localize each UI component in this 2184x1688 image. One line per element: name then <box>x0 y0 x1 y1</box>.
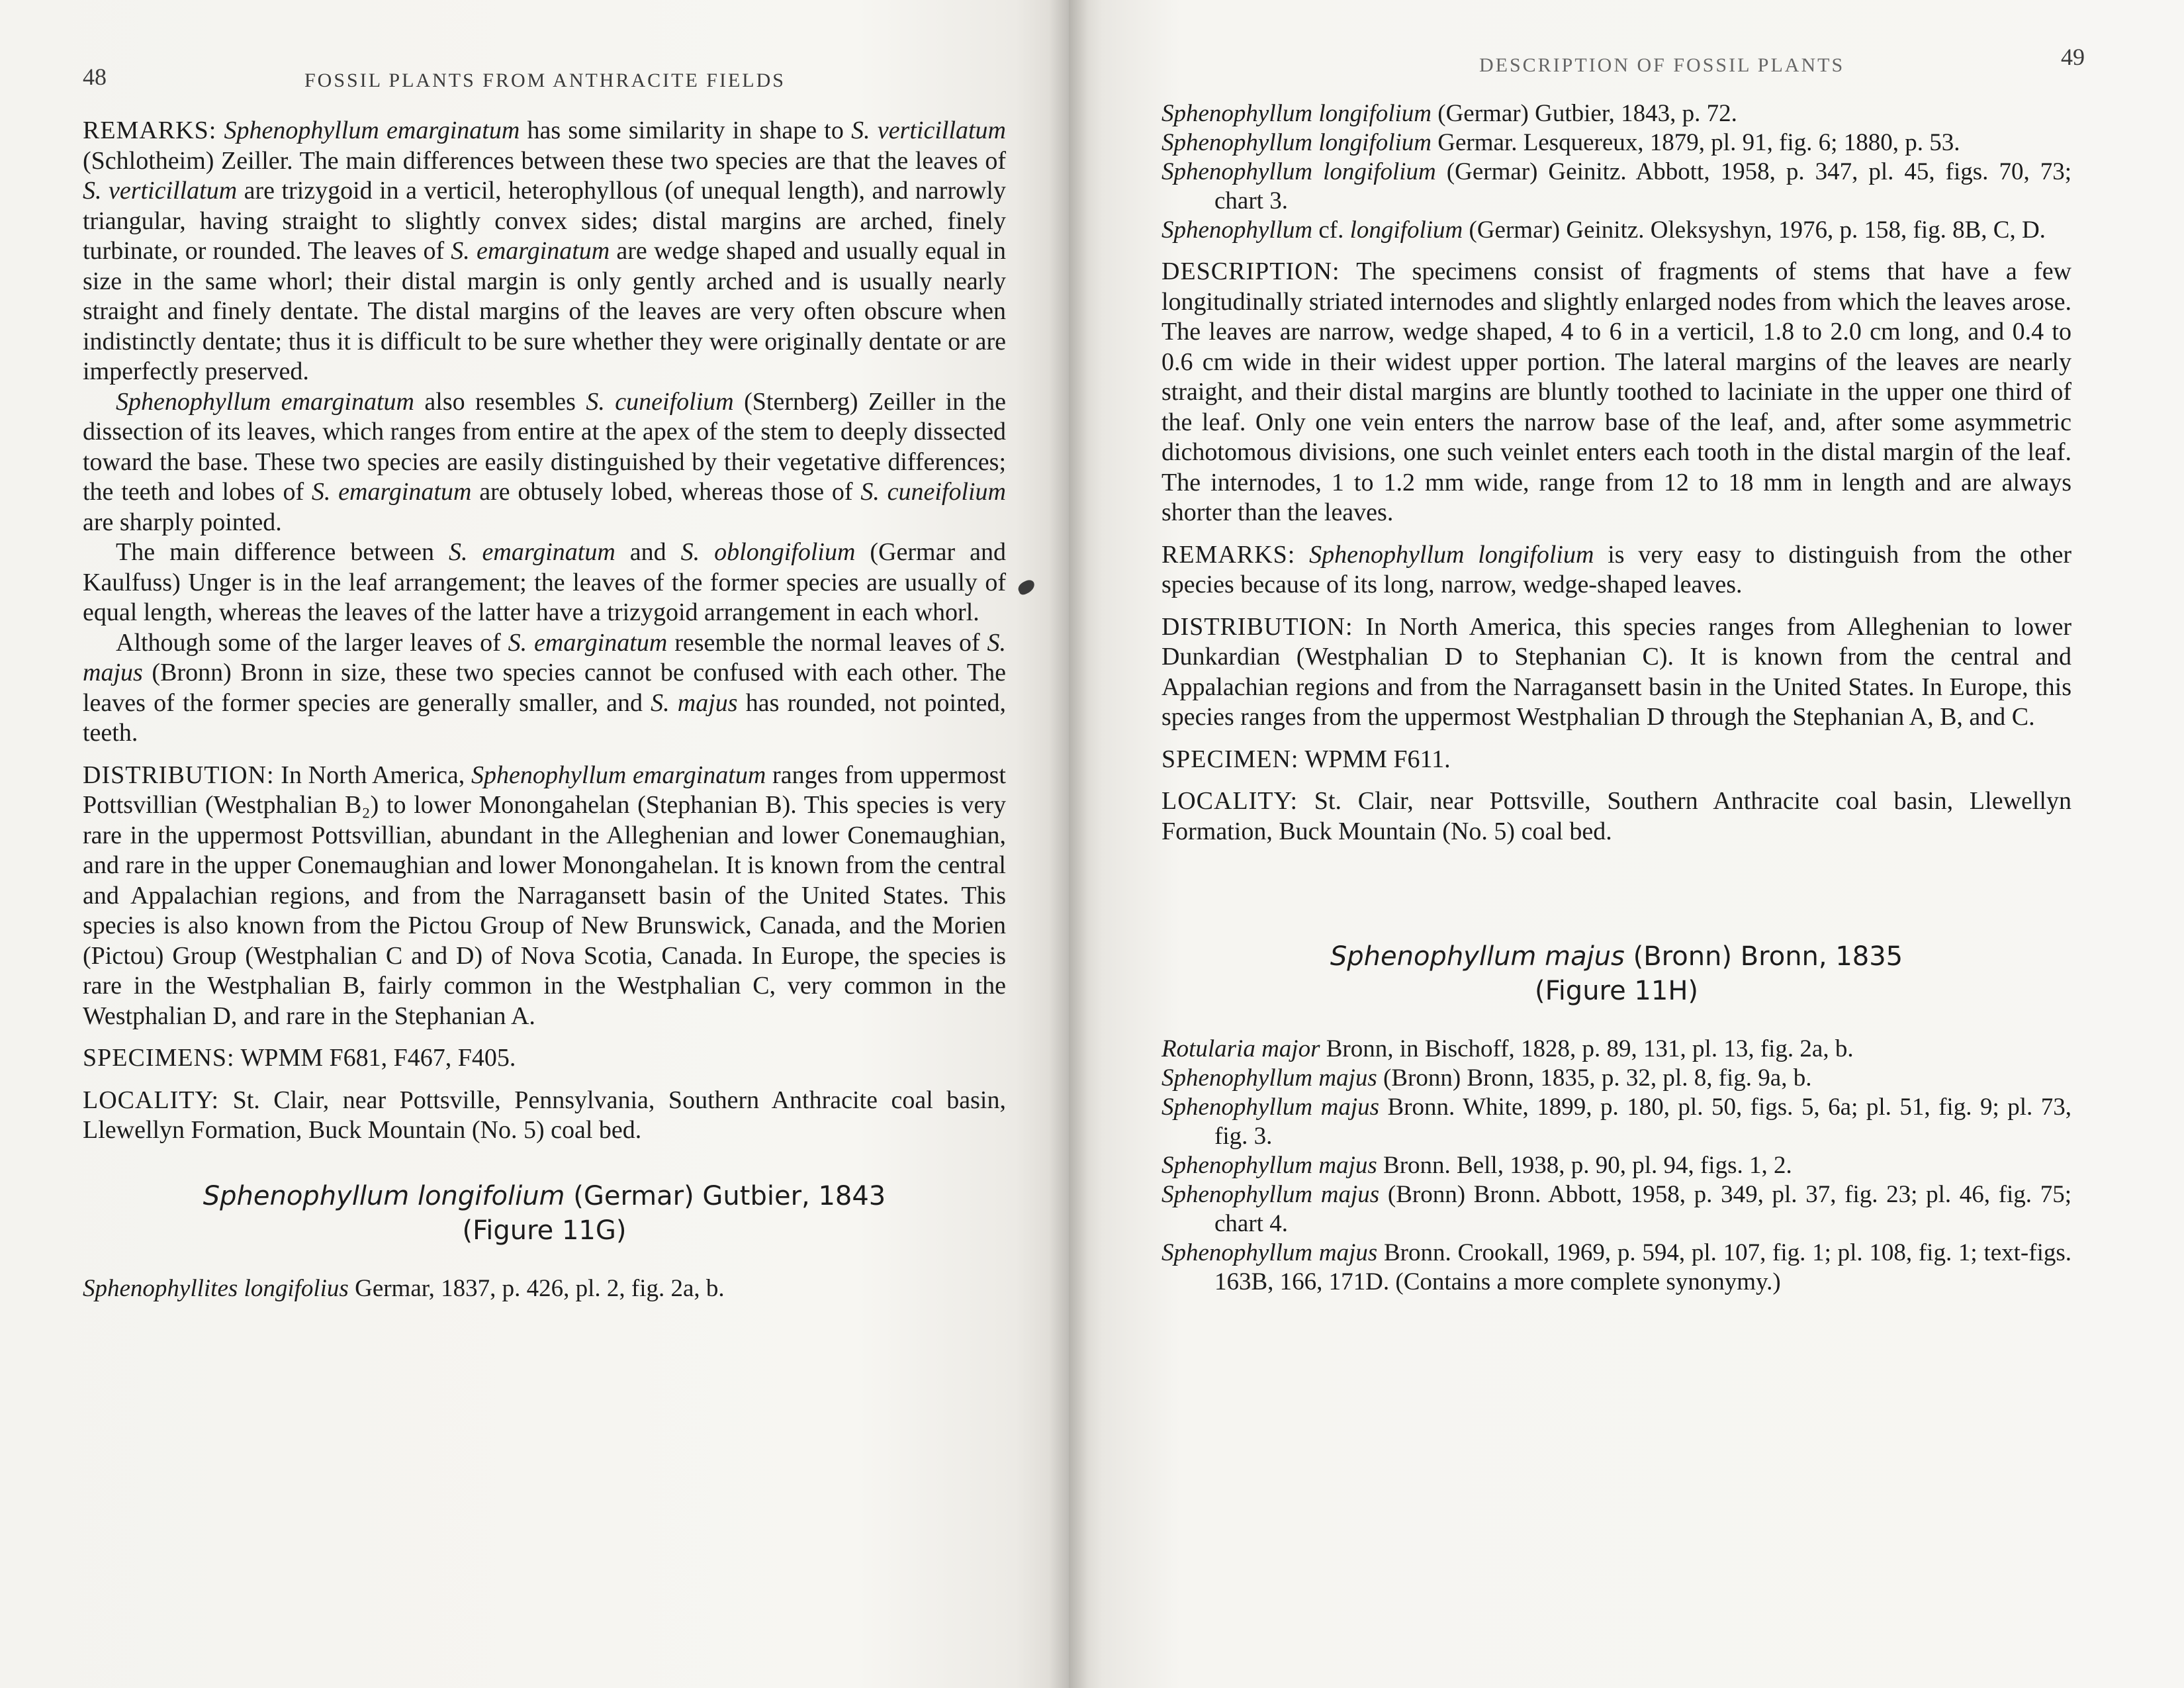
italic-taxon: Sphenophyllum majus <box>1161 1094 1380 1121</box>
italic-taxon: Sphenophyllum longifolium <box>1161 100 1432 127</box>
remarks-paragraph-4 <box>83 628 1006 749</box>
italic-taxon: S. emarginatum <box>451 237 610 265</box>
italic-taxon: Sphenophyllum majus <box>1161 1239 1378 1266</box>
remarks-paragraph-1 <box>83 116 1006 387</box>
text-run: Sphenophyllum majus Bronn. Bell, 1938, p. 90, pl. 94, figs. 1, 2. <box>1161 1152 1792 1179</box>
remarks-label: REMARKS: <box>83 117 217 144</box>
synonym-entry <box>1161 216 2071 245</box>
text-run: Sphenophyllum majus Bronn. White, 1899, p. 180, pl. 50, figs. 5, 6a; pl. 51, fig. 9; pl. 73, fig. 3. <box>1161 1094 2071 1150</box>
distribution-paragraph <box>83 761 1006 1032</box>
species-author: (Germar) Gutbier, 1843 <box>565 1180 886 1211</box>
italic-taxon: Sphenophyllum longifolium <box>1161 158 1436 185</box>
text-run: Sphenophyllum longifolium Germar. Lesquereux, 1879, pl. 91, fig. 6; 1880, p. 53. <box>1161 129 1960 156</box>
text-run: Sphenophyllum majus Bronn. Crookall, 1969, p. 594, pl. 107, fig. 1; pl. 108, fig. 1; text-figs. 163B, 166, 171D. (Contains a more complete synonymy.) <box>1161 1239 2071 1295</box>
text-run: Sphenophyllum emarginatum also resembles S. cuneifolium (Sternberg) Zeiller in the dissection of its leaves, which ranges from entire at the apex of the stem to deeply dissected toward the base. These two species are easily distinguished by their vegetative differences; the teeth and lobes of S. emarginatum are obtusely lobed, whereas those of S. cuneifolium are sharply pointed. <box>83 387 1007 536</box>
synonym-entry <box>1161 1239 2071 1297</box>
remarks-paragraph-3 <box>83 538 1006 628</box>
text-run: Sphenophyllum emarginatum has some similarity in shape to S. verticillatum (Schlotheim) Zeiller. The main differences between these two species are that the leaves of S. verticillatum are trizygoid in a verticil, heterophyllous (of unequal length), and narrowly triangular, having straight to slightly convex sides; distal margins are arched, finely turbinate, or rounded. The leaves of S. emarginatum are wedge shaped and usually equal in size in the same whorl; their distal margin is only gently arched and is usually nearly straight and finely dentate. The distal margins of the leaves are very often obscure when indistinctly dentate; thus it is difficult to be sure whether they were originally dentate or are imperfectly preserved. <box>83 117 1007 385</box>
text-run: Sphenophyllites longifolius Germar, 1837, p. 426, pl. 2, fig. 2a, b. <box>83 1274 725 1302</box>
left-page-number: 48 <box>83 64 107 90</box>
italic-taxon: Sphenophyllites longifolius <box>83 1274 349 1302</box>
left-body <box>83 116 1006 1146</box>
locality-label: LOCALITY: <box>83 1086 220 1114</box>
distribution-label-right: DISTRIBUTION: <box>1161 612 1353 641</box>
italic-taxon: Sphenophyllum longifolium <box>1309 540 1594 569</box>
italic-taxon: Sphenophyllum emarginatum <box>471 761 766 789</box>
description-text: The specimens consist of fragments of stems that have a few longitudinally striated internodes and slightly enlarged nodes from which the leaves arose. The leaves are narrow, wedge shaped, 4 to 6 in a verticil, 1.8 to 2.0 cm long, and 0.4 to 0.6 cm wide in their widest upper portion. The lateral margins of the leaves are nearly straight, and their distal margins are bluntly toothed to laciniate in the upper one third of the leaf. Only one vein enters the narrow base of the leaf, and, after some asymmetric dichotomous divisions, one such veinlet enters each tooth in the distal margin of the leaf. The internodes, 1 to 1.2 mm wide, range from 12 to 18 mm in length and are always shorter than the leaves. <box>1161 258 2071 526</box>
synonym-entry <box>1161 1035 2071 1064</box>
specimen-text: WPMM F611. <box>1298 745 1451 773</box>
description-label: DESCRIPTION: <box>1161 258 1340 285</box>
text-run: Sphenophyllum majus (Bronn) Bronn, 1835, p. 32, pl. 8, fig. 9a, b. <box>1161 1064 1812 1092</box>
locality-text: St. Clair, near Pottsville, Pennsylvania, Southern Anthracite coal basin, Llewellyn Formation, Buck Mountain (No. 5) coal bed. <box>83 1086 1006 1144</box>
italic-taxon: Sphenophyllum majus <box>1161 1152 1377 1179</box>
species-name: Sphenophyllum longifolium <box>203 1180 565 1211</box>
italic-taxon: S. verticillatum <box>851 117 1007 144</box>
italic-taxon: Sphenophyllum emarginatum <box>116 387 414 416</box>
synonym-entry <box>1161 128 2071 158</box>
italic-taxon: Sphenophyllum majus <box>1161 1064 1377 1092</box>
italic-taxon: S. majus <box>83 628 1006 686</box>
locality-paragraph-right <box>1161 786 2071 847</box>
specimen-paragraph <box>1161 745 2071 775</box>
italic-taxon: S. cuneifolium <box>860 478 1006 506</box>
italic-taxon: S. oblongifolium <box>680 538 856 566</box>
left-running-title: FOSSIL PLANTS FROM ANTHRACITE FIELDS <box>304 70 786 91</box>
remarks-paragraph-2 <box>83 387 1006 538</box>
figure-reference-majus: (Figure 11H) <box>1534 976 1699 1006</box>
species-heading-majus <box>1161 939 2071 1008</box>
synonymy-majus <box>1161 1035 2071 1297</box>
text-run: Sphenophyllum longifolium (Germar) Geinitz. Abbott, 1958, p. 347, pl. 45, figs. 70, 73; chart 3. <box>1161 158 2071 214</box>
book-gutter <box>1049 0 1089 1688</box>
distribution-label: DISTRIBUTION: <box>83 761 275 789</box>
left-running-head <box>83 63 1006 116</box>
italic-taxon: S. verticillatum <box>83 177 238 205</box>
synonym-entry <box>1161 99 2071 128</box>
italic-taxon: Rotularia major <box>1161 1035 1320 1062</box>
right-body <box>1161 99 2071 847</box>
remarks-paragraph-right <box>1161 540 2071 600</box>
text-run: Sphenophyllum longifolium is very easy to distinguish from the other species because of its long, narrow, wedge-shaped leaves. <box>1161 540 2071 598</box>
text-run: Sphenophyllum longifolium (Germar) Gutbier, 1843, p. 72. <box>1161 100 1737 127</box>
synonym-entry <box>1161 1151 2071 1180</box>
italic-taxon: Sphenophyllum longifolium <box>1161 129 1432 156</box>
specimens-text: WPMM F681, F467, F405. <box>234 1044 516 1072</box>
distribution-text-right: In North America, this species ranges from Alleghenian to lower Dunkardian (Westphalian D to Stephanian C). It is known from the central and Appalachian regions and from the Narragansett basin in the United States. In Europe, this species ranges from the uppermost Westphalian D through the Stephanian A, B, and C. <box>1161 612 2071 731</box>
species-name-majus: Sphenophyllum majus <box>1330 941 1625 972</box>
synonym-entry <box>1161 158 2071 216</box>
left-synonymy <box>83 1274 1006 1303</box>
specimen-label: SPECIMEN: <box>1161 745 1299 773</box>
specimens-paragraph <box>83 1043 1006 1074</box>
distribution-paragraph-right <box>1161 612 2071 733</box>
italic-taxon: S. emarginatum <box>311 478 472 506</box>
right-running-head <box>1161 44 2085 99</box>
text-run: Sphenophyllum cf. longifolium (Germar) Geinitz. Oleksyshyn, 1976, p. 158, fig. 8B, C, D. <box>1161 216 2046 244</box>
figure-reference: (Figure 11G) <box>462 1215 627 1246</box>
species-heading-longifolium <box>83 1179 1006 1248</box>
text-run: Although some of the larger leaves of S. emarginatum resemble the normal leaves of S. majus (Bronn) Bronn in size, these two species cannot be confused with each other. The leaves of the former species are generally smaller, and S. majus has rounded, not pointed, teeth. <box>83 628 1007 747</box>
text-run: In North America, Sphenophyllum emarginatum ranges from uppermost Pottsvillian (Westphalian B₂) to lower Monongahelan (Stephanian B). This species is very rare in the uppermost Pottsvillian, abundant in the Alleghenian and lower Conemaughian, and rare in the upper Conemaughian and lower Monongahelan. It is known from the central and Appalachian regions, and from the Narragansett basin of the United States. This species is also known from the Pictou Group of New Brunswick, Canada, and the Morien (Pictou) Group (Westphalian C and D) of Nova Scotia, Canada. In Europe, the species is rare in the Westphalian B, fairly common in the Westphalian C, very common in the Westphalian D, and rare in the Stephanian A. <box>83 761 1006 1030</box>
synonymy-longifolium <box>1161 99 2071 245</box>
locality-text-right: St. Clair, near Pottsville, Southern Anthracite coal basin, Llewellyn Formation, Buck Mountain (No. 5) coal bed. <box>1161 787 2071 845</box>
locality-paragraph <box>83 1086 1006 1146</box>
text-run: The main difference between S. emarginatum and S. oblongifolium (Germar and Kaulfuss) Unger is in the leaf arrangement; the leaves of the former species are usually of equal length, whereas the leaves of the latter have a trizygoid arrangement in each whorl. <box>83 538 1007 626</box>
locality-label-right: LOCALITY: <box>1161 787 1298 815</box>
synonym-entry <box>1161 1180 2071 1239</box>
left-page <box>0 0 1069 1688</box>
italic-taxon: longifolium <box>1349 216 1463 244</box>
italic-taxon: S. cuneifolium <box>586 387 734 416</box>
italic-taxon: Sphenophyllum <box>1161 216 1313 244</box>
right-page-number: 49 <box>2061 44 2085 70</box>
text-run: Rotularia major Bronn, in Bischoff, 1828, p. 89, 131, pl. 13, fig. 2a, b. <box>1161 1035 1854 1062</box>
synonym-entry <box>1161 1064 2071 1093</box>
species-author-majus: (Bronn) Bronn, 1835 <box>1624 941 1903 972</box>
right-page <box>1069 0 2184 1688</box>
italic-taxon: S. majus <box>651 688 738 717</box>
synonym-entry <box>1161 1093 2071 1151</box>
specimens-label: SPECIMENS: <box>83 1044 235 1072</box>
right-running-title: DESCRIPTION OF FOSSIL PLANTS <box>1479 54 1845 76</box>
synonym-entry <box>83 1274 1006 1303</box>
description-paragraph <box>1161 257 2071 528</box>
text-run: Sphenophyllum majus (Bronn) Bronn. Abbott, 1958, p. 349, pl. 37, fig. 23; pl. 46, fig. 75; chart 4. <box>1161 1181 2072 1237</box>
italic-taxon: Sphenophyllum emarginatum <box>224 117 520 144</box>
italic-taxon: S. emarginatum <box>508 628 668 657</box>
remarks-label-right: REMARKS: <box>1161 540 1296 569</box>
italic-taxon: Sphenophyllum majus <box>1161 1181 1380 1208</box>
italic-taxon: S. emarginatum <box>449 538 615 566</box>
